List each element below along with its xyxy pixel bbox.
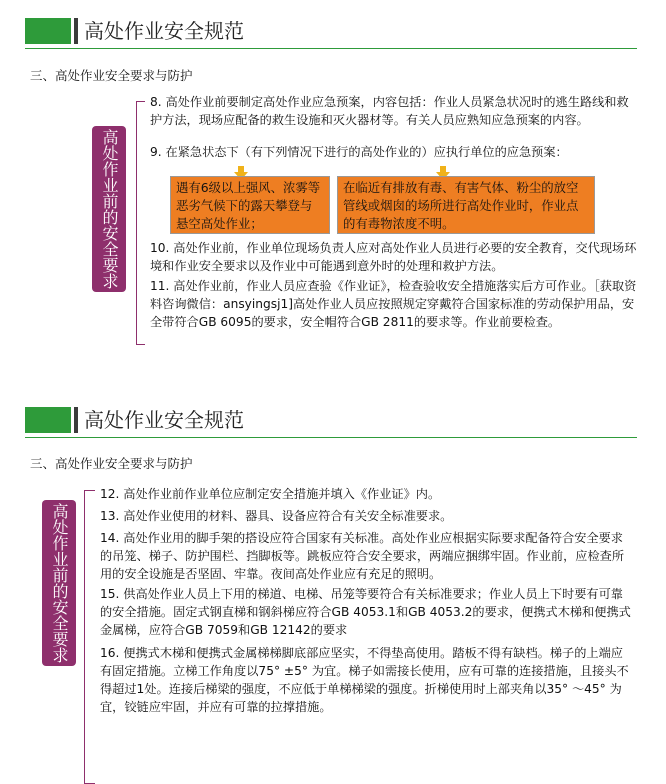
item-15: 15. 供高处作业人员上下用的梯道、电梯、吊笼等要符合有关标准要求；作业人员上下时要有可靠的安全措施。固定式钢直梯和钢斜梯应符合GB 4053.1和GB 4053.2的要求，便携式木梯和便携式金属梯，应符合GB 7059和GB 12142的要求 — [100, 587, 631, 637]
emergency-box-toxic: 在临近有排放有毒、有害气体、粉尘的放空管线或烟囱的场所进行高处作业时，作业点的有毒物浓度不明。 — [337, 176, 595, 234]
side-label-text: 高处作业前的安全要求 — [100, 129, 119, 289]
item-8: 8. 高处作业前要制定高处作业应急预案，内容包括：作业人员紧急状况时的逃生路线和救护方法，现场应配备的救生设施和灭火器材等。有关人员应熟知应急预案的内容。 — [150, 95, 629, 127]
title-dark-bar — [74, 407, 78, 433]
item-12: 12. 高处作业前作业单位应制定安全措施并填入《作业证》内。 — [100, 487, 441, 501]
emergency-box-wind: 遇有6级以上强风、浓雾等恶劣气候下的露天攀登与悬空高处作业； — [170, 176, 330, 234]
slide-1 — [0, 0, 666, 372]
section-heading: 三、高处作业安全要求与防护 — [30, 68, 193, 83]
side-label-box — [92, 126, 126, 292]
slide-2 — [0, 390, 666, 754]
title-green-block — [25, 18, 71, 44]
title-green-block — [25, 407, 71, 433]
title-underline — [25, 48, 637, 49]
item-13: 13. 高处作业使用的材料、器具、设备应符合有关安全标准要求。 — [100, 509, 453, 523]
item-9: 9. 在紧急状态下（有下列情况下进行的高处作业的）应执行单位的应急预案： — [150, 145, 568, 159]
title-dark-bar — [74, 18, 78, 44]
slide-title: 高处作业安全规范 — [84, 19, 244, 43]
item-11: 11. 高处作业前，作业人员应查验《作业证》，检查验收安全措施落实后方可作业。［获取资料咨询微信：ansyingsj1]高处作业人员应按照规定穿戴符合国家标准的劳动保护用品，安全带符合GB 6095的要求，安全帽符合GB 2811的要求等。作业前要检查。 — [150, 279, 637, 329]
section-heading: 三、高处作业安全要求与防护 — [30, 456, 193, 471]
item-bracket — [84, 490, 95, 784]
item-10: 10. 高处作业前，作业单位现场负责人应对高处作业人员进行必要的安全教育，交代现场环境和作业安全要求以及作业中可能遇到意外时的处理和救护方法。 — [150, 241, 637, 273]
slide-title: 高处作业安全规范 — [84, 408, 244, 432]
item-14: 14. 高处作业用的脚手架的搭设应符合国家有关标准。高处作业应根据实际要求配备符合安全要求的吊笼、梯子、防护围栏、挡脚板等。跳板应符合安全要求，两端应捆绑牢固。作业前，应检查所用的安全设施是否坚固、牢靠。夜间高处作业应有充足的照明。 — [100, 531, 625, 581]
side-label-box — [42, 500, 76, 666]
side-label-text: 高处作业前的安全要求 — [50, 503, 69, 663]
title-underline — [25, 437, 637, 438]
item-16: 16. 便携式木梯和便携式金属梯梯脚底部应坚实，不得垫高使用。踏板不得有缺档。梯子的上端应有固定措施。立梯工作角度以75° ±5° 为宜。梯子如需接长使用，应有可靠的连接措施，且接头不得超过1处。连接后梯梁的强度，不应低于单梯梯梁的强度。折梯使用时上部夹角以35° ～45° 为宜，铰链应牢固，并应有可靠的拉撑措施。 — [100, 646, 629, 714]
item-bracket — [136, 101, 145, 345]
